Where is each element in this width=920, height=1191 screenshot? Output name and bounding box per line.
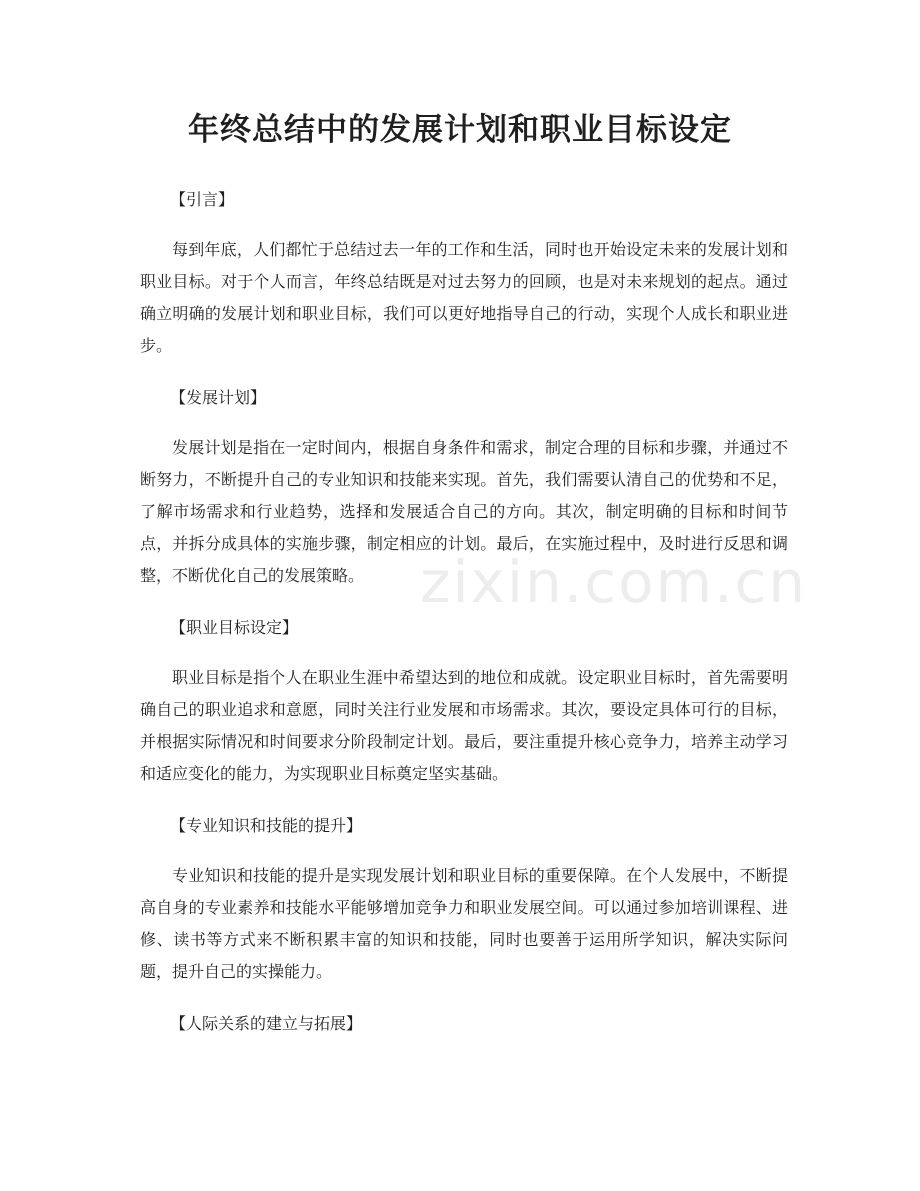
section-paragraph: 每到年底，人们都忙于总结过去一年的工作和生活，同时也开始设定未来的发展计划和职业目标。对于个人而言，年终总结既是对过去努力的回顾，也是对未来规划的起点。通过确立明确的发展计划和职业目标，我们可以更好地指导自己的行动，实现个人成长和职业进步。	[140, 240, 788, 355]
document-body	[140, 184, 788, 1058]
section-heading: 【发展计划】	[170, 388, 267, 407]
section-skills-improvement	[140, 810, 788, 988]
section-heading: 【人际关系的建立与拓展】	[170, 1014, 363, 1033]
section-development-plan	[140, 382, 788, 592]
section-career-goal	[140, 612, 788, 790]
section-paragraph: 发展计划是指在一定时间内，根据自身条件和需求，制定合理的目标和步骤，并通过不断努力，不断提升自己的专业知识和技能来实现。首先，我们需要认清自己的优势和不足，了解市场需求和行业趋势，选择和发展适合自己的方向。其次，制定明确的目标和时间节点，并拆分成具体的实施步骤，制定相应的计划。最后，在实施过程中，及时进行反思和调整，不断优化自己的发展策略。	[140, 438, 788, 585]
section-heading: 【专业知识和技能的提升】	[170, 816, 363, 835]
section-relationships	[140, 1008, 788, 1040]
section-introduction	[140, 184, 788, 362]
document-title: 年终总结中的发展计划和职业目标设定	[188, 112, 732, 148]
section-heading: 【引言】	[170, 190, 235, 209]
watermark: zixin.com.cn	[420, 548, 808, 616]
section-paragraph: 专业知识和技能的提升是实现发展计划和职业目标的重要保障。在个人发展中，不断提高自身的专业素养和技能水平能够增加竞争力和职业发展空间。可以通过参加培训课程、进修、读书等方式来不断积累丰富的知识和技能，同时也要善于运用所学知识，解决实际问题，提升自己的实操能力。	[140, 866, 788, 981]
section-paragraph: 职业目标是指个人在职业生涯中希望达到的地位和成就。设定职业目标时，首先需要明确自己的职业追求和意愿，同时关注行业发展和市场需求。其次，要设定具体可行的目标，并根据实际情况和时间要求分阶段制定计划。最后，要注重提升核心竞争力，培养主动学习和适应变化的能力，为实现职业目标奠定坚实基础。	[140, 668, 788, 783]
section-heading: 【职业目标设定】	[170, 618, 299, 637]
